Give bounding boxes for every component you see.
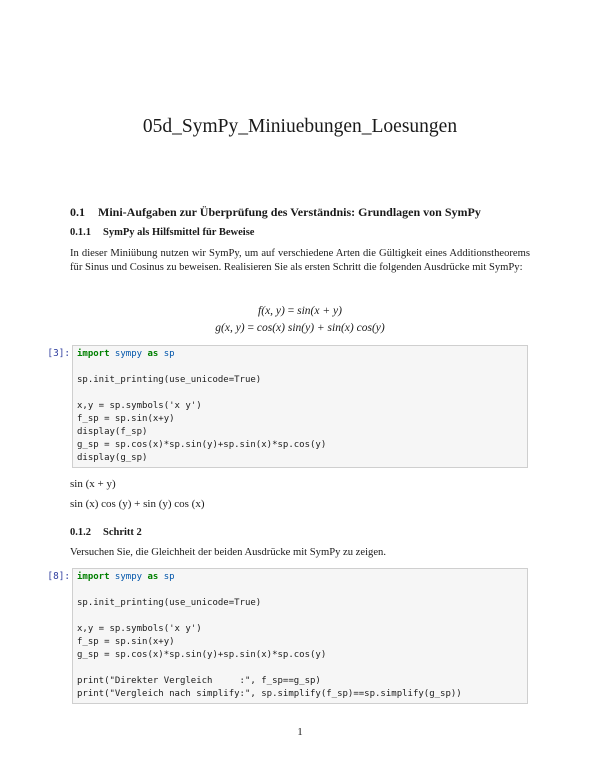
step2-paragraph: Versuchen Sie, die Gleichheit der beiden Ausdrücke mit SymPy zu zeigen.: [70, 547, 386, 558]
intro-paragraph: In dieser Miniübung nutzen wir SymPy, um auf verschiedene Arten die Gültigkeit eines Additionstheorems für Sinus und Cosinus zu beweisen. Realisieren Sie als ersten Schritt die folgenden Ausdrücke mit SymPy:: [70, 248, 530, 273]
code-keyword: as: [147, 349, 159, 359]
subsection-title: SymPy als Hilfsmittel für Beweise: [103, 227, 255, 238]
page-title: 05d_SymPy_Miniuebungen_Loesungen: [142, 116, 458, 137]
code-line: [77, 572, 175, 582]
code-line: sp.init_printing(use_unicode=True): [77, 598, 262, 608]
code-line: x,y = sp.symbols('x y'): [77, 624, 202, 634]
code-line: print("Vergleich nach simplify:", sp.simplify(f_sp)==sp.simplify(g_sp)): [77, 689, 462, 699]
equation-rhs: sin(x + y): [297, 305, 342, 317]
subsection-title: Schritt 2: [103, 527, 142, 538]
code-line: sp.init_printing(use_unicode=True): [77, 375, 262, 385]
section-number: 0.1: [70, 205, 85, 219]
equation-lhs: f(x, y): [258, 305, 285, 317]
code-line: f_sp = sp.sin(x+y): [77, 414, 175, 424]
code-block[interactable]: [77, 348, 527, 465]
code-line: g_sp = sp.cos(x)*sp.sin(y)+sp.sin(x)*sp.cos(y): [77, 440, 327, 450]
code-line: g_sp = sp.cos(x)*sp.sin(y)+sp.sin(x)*sp.cos(y): [77, 650, 327, 660]
code-alias: sp: [158, 349, 175, 359]
subsection-heading-1: [70, 227, 254, 238]
section-heading: [70, 205, 481, 220]
page-number: 1: [297, 726, 303, 738]
subsection-number: 0.1.2: [70, 527, 91, 538]
code-line: f_sp = sp.sin(x+y): [77, 637, 175, 647]
equation-equals: =: [287, 305, 295, 317]
cell-output: sin (x + y): [70, 478, 116, 490]
cell-output: sin (x) cos (y) + sin (y) cos (x): [70, 498, 205, 510]
subsection-heading-2: [70, 527, 142, 538]
cell-prompt: [8]:: [47, 571, 70, 582]
equation-f: [0, 305, 600, 317]
code-module: sympy: [109, 572, 148, 582]
code-cell-1[interactable]: [72, 345, 528, 468]
code-alias: sp: [158, 572, 175, 582]
equation-rhs: cos(x) sin(y) + sin(x) cos(y): [256, 322, 385, 334]
equation-equals: =: [247, 322, 255, 334]
code-line: x,y = sp.symbols('x y'): [77, 401, 202, 411]
section-title: Mini-Aufgaben zur Überprüfung des Verständnis: Grundlagen von SymPy: [98, 205, 481, 219]
code-keyword: import: [77, 349, 110, 359]
code-module: sympy: [109, 349, 148, 359]
code-line: display(f_sp): [77, 427, 148, 437]
code-keyword: import: [77, 572, 110, 582]
equation-lhs: g(x, y): [215, 322, 245, 334]
code-line: display(g_sp): [77, 453, 148, 463]
code-block[interactable]: [77, 571, 527, 701]
subsection-number: 0.1.1: [70, 227, 91, 238]
code-keyword: as: [147, 572, 159, 582]
code-line: [77, 349, 175, 359]
code-cell-2[interactable]: [72, 568, 528, 704]
cell-prompt: [3]:: [47, 348, 70, 359]
code-line: print("Direkter Vergleich :", f_sp==g_sp): [77, 676, 321, 686]
equation-g: [0, 322, 600, 334]
